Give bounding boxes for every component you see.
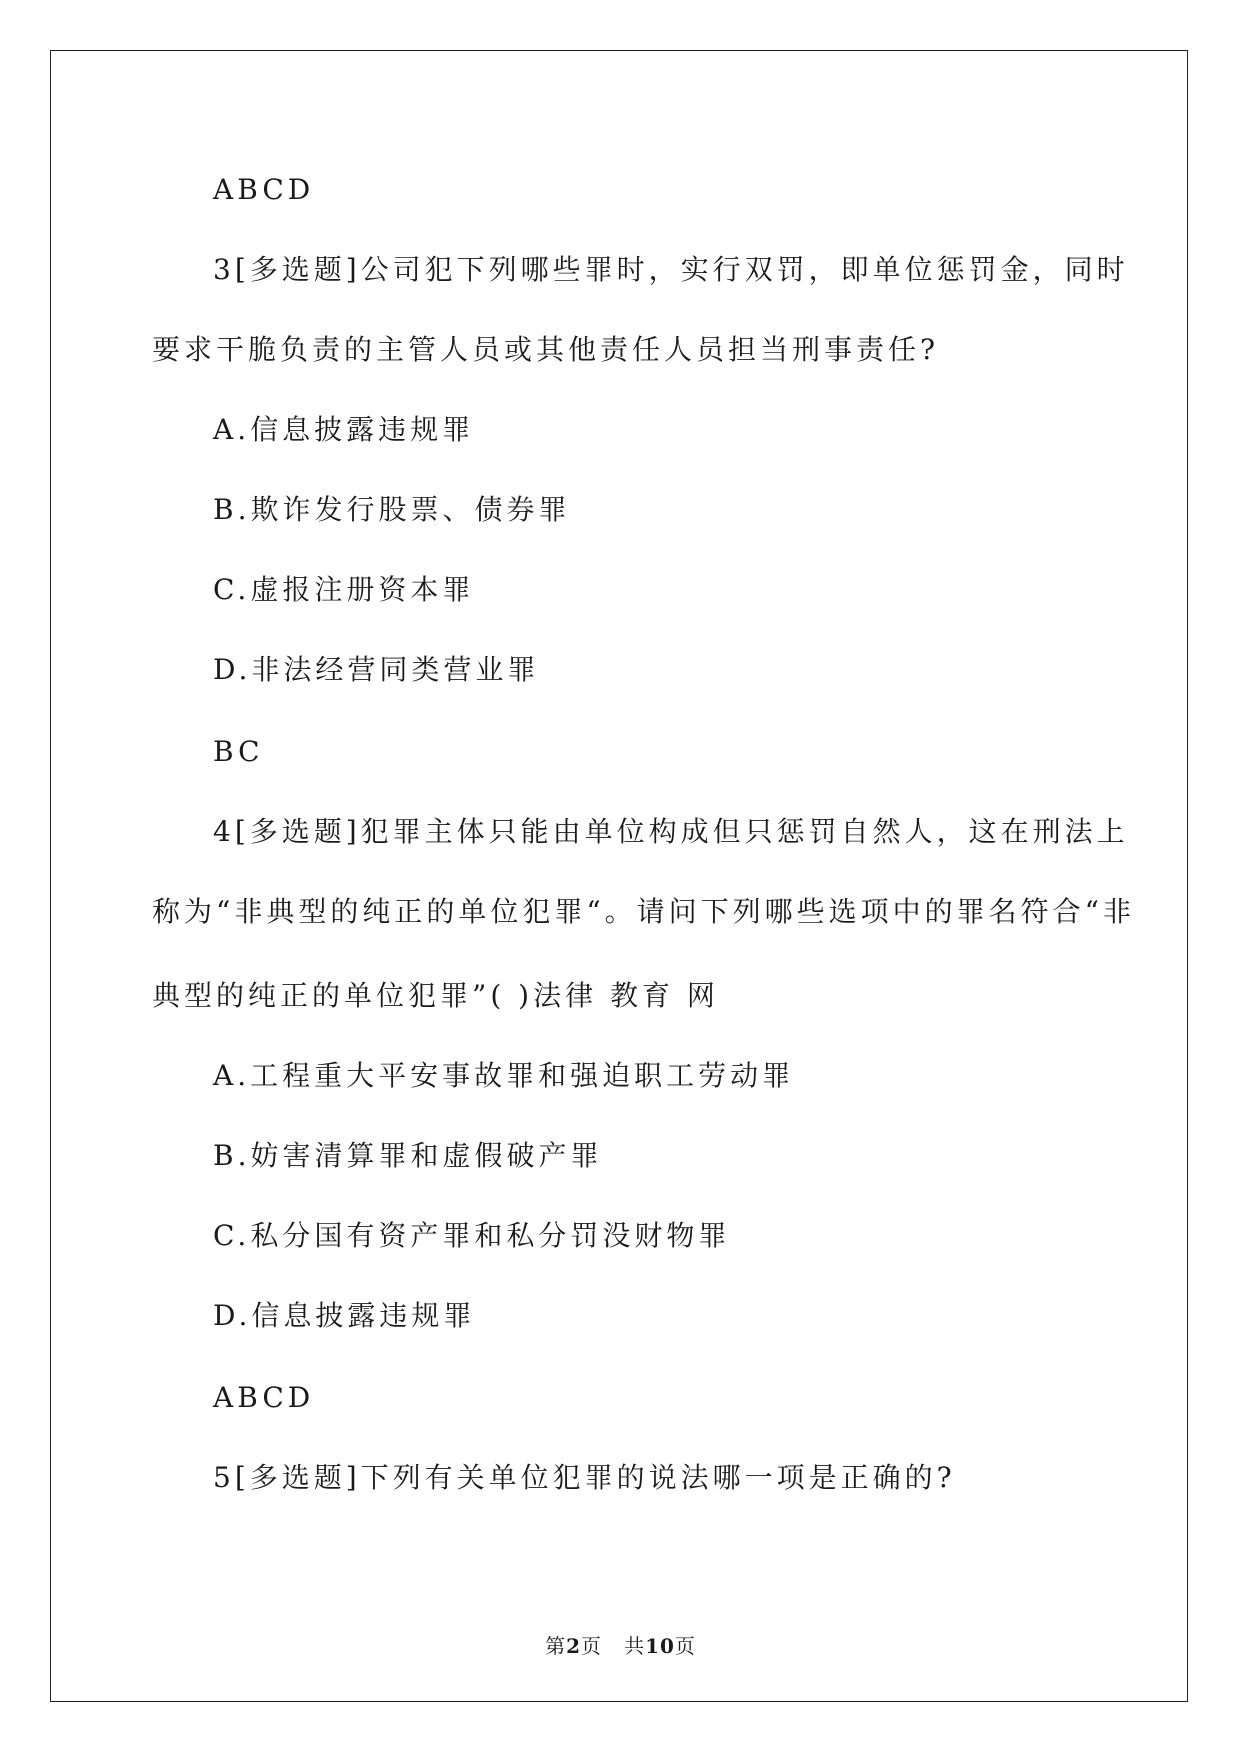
footer-total-suffix: 页: [674, 1634, 696, 1658]
question-3-line-2: 要求干脆负责的主管人员或其他责任人员担当刑事责任?: [152, 333, 940, 366]
option-d: D.信息披露违规罪: [213, 1299, 476, 1332]
page-footer: [0, 1630, 1241, 1659]
answer-line: BC: [213, 735, 264, 768]
footer-page-number: 2: [566, 1634, 581, 1658]
answer-line: ABCD: [213, 173, 315, 206]
footer-page-suffix: 页: [581, 1634, 602, 1658]
option-b: B.妨害清算罪和虚假破产罪: [213, 1139, 603, 1172]
question-4-line-1: 4[多选题]犯罪主体只能由单位构成但只惩罚自然人，这在刑法上: [213, 815, 1129, 848]
question-4-line-2: 称为“非典型的纯正的单位犯罪“。请问下列哪些选项中的罪名符合“非: [152, 895, 1135, 928]
answer-line: ABCD: [213, 1381, 315, 1414]
option-d: D.非法经营同类营业罪: [213, 653, 540, 686]
question-4-line-3: 典型的纯正的单位犯罪”( )法律 教育 网: [152, 979, 719, 1012]
option-b: B.欺诈发行股票、债券罪: [213, 493, 571, 526]
option-a: A.信息披露违规罪: [213, 413, 475, 446]
footer-prefix: 第: [545, 1634, 567, 1658]
footer-total-pages: 10: [645, 1634, 675, 1658]
question-5-line-1: 5[多选题]下列有关单位犯罪的说法哪一项是正确的?: [213, 1461, 956, 1494]
option-c: C.私分国有资产罪和私分罚没财物罪: [213, 1219, 731, 1252]
question-3-line-1: 3[多选题]公司犯下列哪些罪时，实行双罚，即单位惩罚金，同时: [213, 253, 1129, 286]
page-border: [50, 50, 1188, 1702]
footer-total-prefix: 共: [624, 1634, 646, 1658]
option-c: C.虚报注册资本罪: [213, 573, 475, 606]
option-a: A.工程重大平安事故罪和强迫职工劳动罪: [213, 1059, 795, 1092]
